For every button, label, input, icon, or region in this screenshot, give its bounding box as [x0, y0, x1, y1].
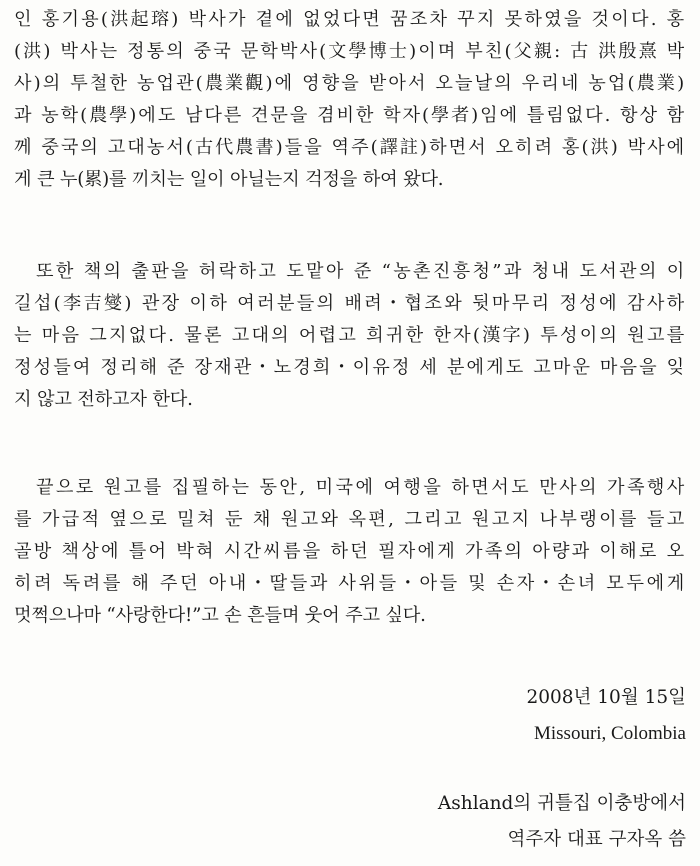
text-line: (洪) 박사는 정통의 중국 문학박사(文學博士)이며 부친(父親: 古 洪殷熹 박	[14, 41, 687, 62]
text-line: 길섭(李吉燮) 관장 이하 여러분들의 배려・협조와 뒷마무리 정성에 감사하	[14, 293, 687, 314]
text-line: 인 홍기용(洪起瑢) 박사가 곁에 없었다면 꿈조차 꾸지 못하였을 것이다. 홍	[14, 9, 687, 30]
text-line: 지 않고 전하고자 한다.	[14, 389, 193, 410]
closing-location: Ashland의 귀틀집 이충방에서	[437, 793, 686, 814]
text-line: 는 마음 그지없다. 물론 고대의 어렵고 희귀한 한자(漢字) 투성이의 원고를	[14, 325, 687, 346]
text-line: 께 중국의 고대농서(古代農書)들을 역주(譯註)하면서 오히려 홍(洪) 박사에	[14, 137, 687, 158]
text-line: 골방 책상에 틀어 박혀 시간씨름을 하던 필자에게 가족의 아량과 이해로 오	[14, 541, 687, 562]
closing-place: Missouri, Colombia	[533, 723, 686, 744]
text-line: 끝으로 원고를 집필하는 동안, 미국에 여행을 하면서도 만사의 가족행사	[36, 477, 687, 498]
text-line: 사)의 투철한 농업관(農業觀)에 영향을 받아서 오늘날의 우리네 농업(農業)	[14, 73, 687, 94]
text-line: 과 농학(農學)에도 남다른 견문을 겸비한 학자(學者)임에 틀림없다. 항상 함	[14, 105, 687, 126]
text-line: 또한 책의 출판을 허락하고 도맡아 준 “농촌진흥청”과 청내 도서관의 이	[36, 261, 687, 282]
paragraph-3	[14, 472, 686, 632]
text-line: 히려 독려를 해 주던 아내・딸들과 사위들・아들 및 손자・손녀 모두에게	[14, 573, 687, 594]
paragraph-1	[14, 4, 686, 196]
closing-date: 2008년 10월 15일	[526, 687, 686, 708]
text-line: 멋쩍으나마 “사랑한다!”고 손 흔들며 웃어 주고 싶다.	[14, 605, 426, 626]
paragraph-2	[14, 256, 686, 416]
closing-signature: 역주자 대표 구자옥 씀	[507, 829, 686, 850]
text-line: 게 큰 누(累)를 끼치는 일이 아닐는지 걱정을 하여 왔다.	[14, 169, 444, 190]
text-line: 를 가급적 옆으로 밀쳐 둔 채 원고와 옥편, 그리고 원고지 나부랭이를 들고	[14, 509, 687, 530]
text-line: 정성들여 정리해 준 장재관・노경희・이유정 세 분에게도 고마운 마음을 잊	[14, 357, 687, 378]
